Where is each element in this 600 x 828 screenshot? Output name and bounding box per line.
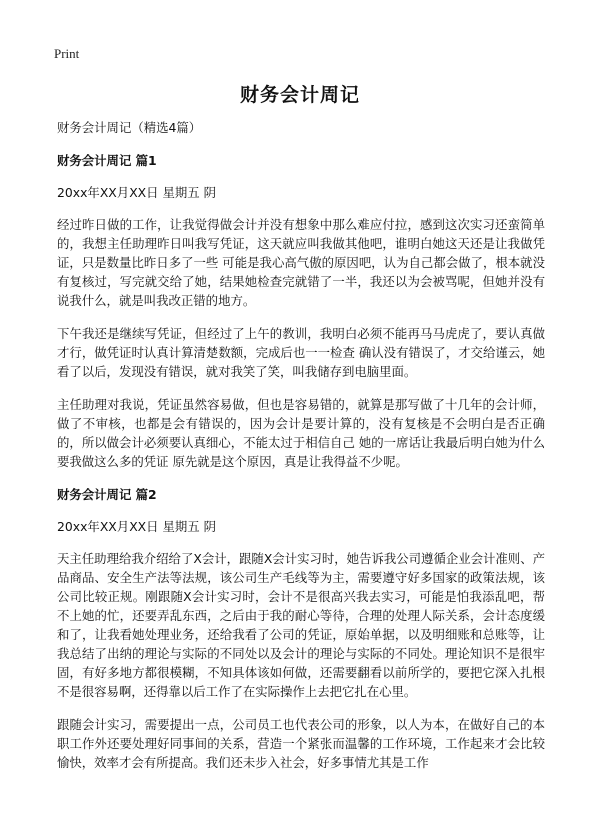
section-heading: 财务会计周记 篇1	[57, 153, 157, 168]
article-body	[57, 118, 545, 772]
article-subtitle: 财务会计周记（精选4篇）	[57, 120, 202, 135]
paragraph: 主任助理对我说，凭证虽然容易做，但也是容易错的，就算是那写做了十几年的会计师，做了不审核，也都是会有错误的，因为会计是要计算的，没有复核是不会明白是否正确的，所以做会计必须要认真细心，不能太过于相信自己 她的一席话让我最后明白她为什么要我做这么多的凭证 原先就是这个原因，真是让我得益不少呢。	[57, 397, 545, 469]
print-link[interactable]: Print	[54, 46, 80, 61]
paragraph: 天主任助理给我介绍给了X会计，跟随X会计实习时，她告诉我公司遵循企业会计准则、产品商品、安全生产法等法规，该公司生产毛线等为主，需要遵守好多国家的政策法规，该公司比较正规。刚跟随X会计实习时，会计不是很高兴我去实习，可能是怕我添乱吧，帮不上她的忙，还要弄乱东西，之后由于我的耐心等待，合理的处理人际关系，会计态度缓和了，让我看她处理业务，还给我看了公司的凭证，原始单据，以及明细账和总账等，让我总结了出纳的理论与实际的不同处以及会计的理论与实际的不同处。理论知识不是很牢固，有好多地方都很模糊，不知具体该如何做，还需要翻看以前所学的，要把它深入扎根不是很容易啊，还得靠以后工作了在实际操作上去把它扎在心里。	[57, 551, 545, 699]
page-title: 财务会计周记	[239, 84, 360, 106]
section-date: 20xx年XX月XX日 星期五 阴	[57, 519, 216, 534]
paragraph: 跟随会计实习，需要提出一点，公司员工也代表公司的形象，以人为本，在做好自己的本职工作外还要处理好同事间的关系，营造一个紧张而温馨的工作环境，工作起来才会比较愉快，效率才会有所提高。我们还未步入社会，好多事情尤其是工作	[57, 717, 545, 770]
section-heading: 财务会计周记 篇2	[57, 487, 157, 502]
section-date: 20xx年XX月XX日 星期五 阴	[57, 185, 216, 200]
section-1	[57, 151, 545, 471]
section-2	[57, 485, 545, 772]
paragraph: 下午我还是继续写凭证，但经过了上午的教训，我明白必须不能再马马虎虎了，要认真做才行，做凭证时认真计算清楚数额，完成后也一一检查 确认没有错误了，才交给谨云，她看了以后，发现没有错误，就对我笑了笑，叫我储存到电脑里面。	[57, 326, 545, 379]
paragraph: 经过昨日做的工作，让我觉得做会计并没有想象中那么难应付拉，感到这次实习还蛮简单的，我想主任助理昨日叫我写凭证，这天就应叫我做其他吧，谁明白她这天还是让我做凭证，只是数量比昨日多了一些 可能是我心高气傲的原因吧，认为自己都会做了，根本就没有复核过，写完就交给了她，结果她检查完就错了一半，我还以为会被骂呢，但她并没有说我什么，就是叫我改正错的地方。	[57, 217, 545, 308]
